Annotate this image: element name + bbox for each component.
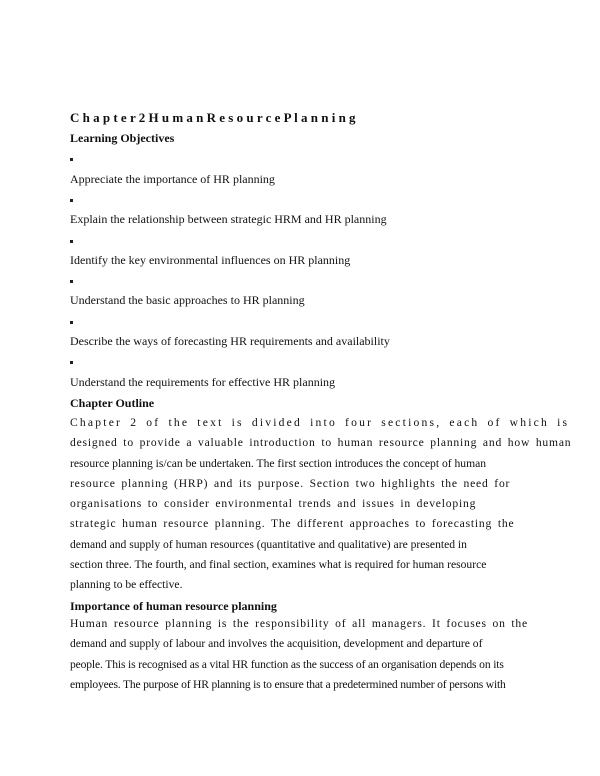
objective-item: Identify the key environmental influences on HR planning bbox=[70, 253, 351, 267]
objective-item: Explain the relationship between strategic HRM and HR planning bbox=[70, 212, 387, 226]
paragraph-line: planning to be effective. bbox=[70, 578, 183, 592]
objective-item: Understand the requirements for effective HR planning bbox=[70, 375, 336, 389]
importance-heading: Importance of human resource planning bbox=[70, 599, 277, 613]
importance-paragraph bbox=[70, 614, 530, 695]
chapter-outline-paragraph bbox=[70, 413, 572, 596]
chapter-outline-heading: Chapter Outline bbox=[70, 396, 155, 410]
objective-item: Understand the basic approaches to HR planning bbox=[70, 293, 305, 307]
objective-item: Describe the ways of forecasting HR requirements and availability bbox=[70, 334, 390, 348]
chapter-title: C h a p t e r 2 H u m a n R e s o u r c e P l a n n i n g bbox=[70, 110, 356, 125]
paragraph-line: demand and supply of human resources (quantitative and qualitative) are presented in bbox=[70, 537, 467, 551]
bullet-icon bbox=[70, 158, 73, 161]
paragraph-line: employees. The purpose of HR planning is to ensure that a predetermined number of persons with bbox=[70, 677, 506, 691]
objective-item: Appreciate the importance of HR planning bbox=[70, 172, 275, 186]
paragraph-line: strategic human resource planning. The different approaches to forecasting the bbox=[70, 517, 515, 531]
bullet-icon bbox=[70, 321, 73, 324]
paragraph-line: people. This is recognised as a vital HR function as the success of an organisation depends on its bbox=[70, 657, 504, 671]
paragraph-line: Chapter 2 of the text is divided into four sections, each of which is bbox=[70, 416, 570, 429]
paragraph-line: resource planning (HRP) and its purpose. Section two highlights the need for bbox=[70, 476, 511, 490]
learning-objectives-heading: Learning Objectives bbox=[70, 131, 175, 145]
paragraph-line: section three. The fourth, and final section, examines what is required for human resource bbox=[70, 558, 487, 572]
bullet-icon bbox=[70, 199, 73, 202]
paragraph-line: demand and supply of labour and involves the acquisition, development and departure of bbox=[70, 637, 483, 651]
paragraph-line: organisations to consider environmental trends and issues in developing bbox=[70, 497, 477, 511]
paragraph-line: designed to provide a valuable introduction to human resource planning and how human bbox=[70, 436, 572, 450]
paragraph-line: resource planning is/can be undertaken. The first section introduces the concept of human bbox=[70, 456, 487, 470]
bullet-icon bbox=[70, 280, 73, 283]
paragraph-line: Human resource planning is the responsibility of all managers. It focuses on the bbox=[70, 617, 528, 630]
bullet-icon bbox=[70, 361, 73, 364]
bullet-icon bbox=[70, 240, 73, 243]
